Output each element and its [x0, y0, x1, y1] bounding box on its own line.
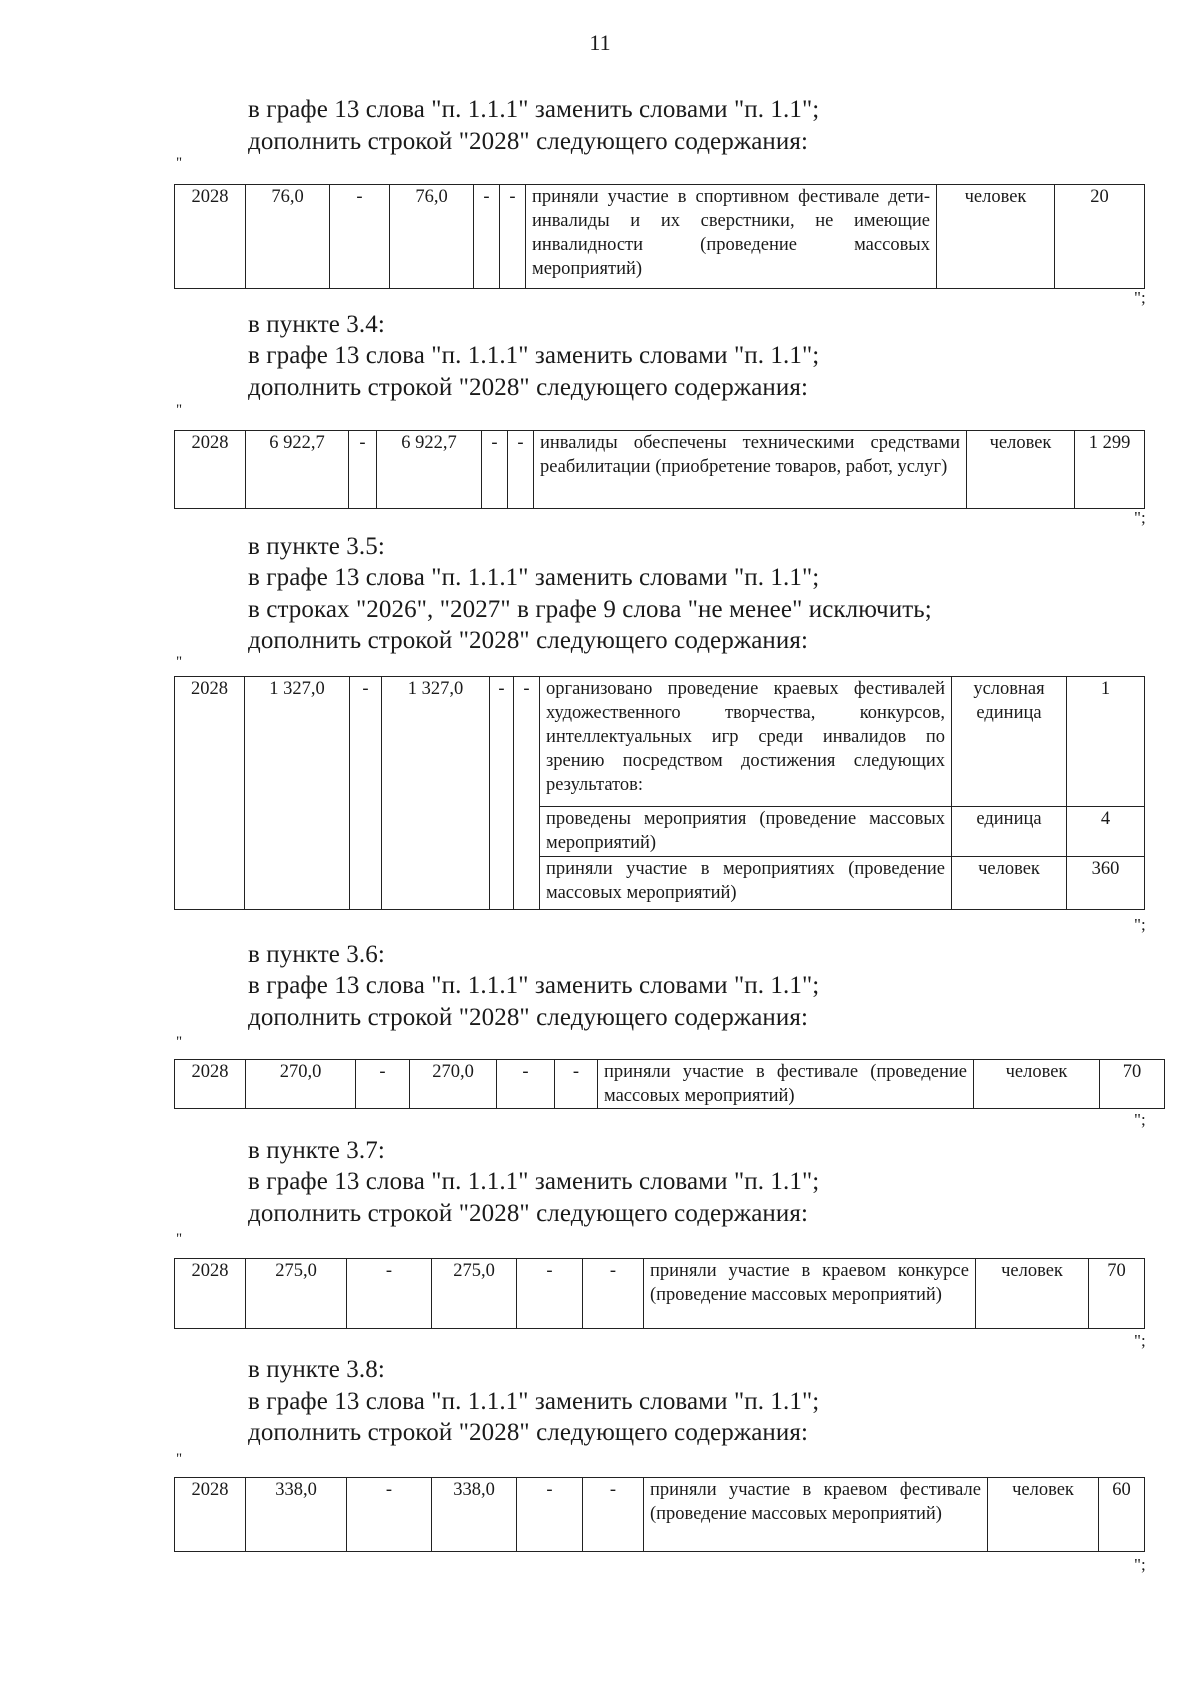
- instruction-line: дополнить строкой "2028" следующего содержания:: [248, 374, 808, 401]
- unit-cell: человек: [974, 1060, 1100, 1109]
- year-cell: 2028: [175, 185, 246, 289]
- instruction-line: в пункте 3.5:: [248, 533, 385, 560]
- closing-quote: ";: [1134, 288, 1146, 307]
- result-description-cell: приняли участие в краевом фестивале (проведение массовых мероприятий): [644, 1478, 988, 1552]
- instruction-line: дополнить строкой "2028" следующего содержания:: [248, 627, 808, 654]
- closing-quote: ";: [1134, 915, 1146, 934]
- table-row: [175, 185, 1145, 289]
- opening-quote: ": [176, 155, 183, 171]
- year-cell: 2028: [175, 431, 246, 509]
- instruction-line: в пункте 3.8:: [248, 1356, 385, 1383]
- other-sources-cell: -: [583, 1259, 644, 1329]
- total-amount-cell: 6 922,7: [246, 431, 349, 509]
- value-cell: 360: [1067, 857, 1145, 910]
- instruction-line: в пункте 3.7:: [248, 1137, 385, 1164]
- instruction-line: дополнить строкой "2028" следующего содержания:: [248, 1200, 808, 1227]
- table-row: [175, 1478, 1145, 1552]
- result-description-cell: инвалиды обеспечены техническими средствами реабилитации (приобретение товаров, работ, услуг): [534, 431, 967, 509]
- unit-cell: человек: [937, 185, 1055, 289]
- result-description-cell: приняли участие в спортивном фестивале дети-инвалиды и их сверстники, не имеющие инвалидности (проведение массовых мероприятий): [526, 185, 937, 289]
- result-description-cell: приняли участие в фестивале (проведение массовых мероприятий): [598, 1060, 974, 1109]
- instruction-line: в строках "2026", "2027" в графе 9 слова "не менее" исключить;: [248, 596, 932, 623]
- unit-cell: человек: [967, 431, 1075, 509]
- value-cell: 60: [1099, 1478, 1145, 1552]
- instruction-line: в пункте 3.4:: [248, 311, 385, 338]
- regional-budget-cell: 270,0: [410, 1060, 497, 1109]
- closing-quote: ";: [1134, 1555, 1146, 1574]
- instruction-line: в графе 13 слова "п. 1.1.1" заменить словами "п. 1.1";: [248, 96, 820, 123]
- local-budget-cell: -: [497, 1060, 555, 1109]
- amendment-table: [174, 1059, 1165, 1109]
- other-sources-cell: -: [555, 1060, 598, 1109]
- unit-cell: человек: [988, 1478, 1099, 1552]
- federal-budget-cell: -: [330, 185, 390, 289]
- total-amount-cell: 1 327,0: [245, 677, 350, 910]
- federal-budget-cell: -: [356, 1060, 410, 1109]
- local-budget-cell: -: [517, 1478, 583, 1552]
- table-row: [175, 1060, 1165, 1109]
- federal-budget-cell: -: [350, 677, 382, 910]
- year-cell: 2028: [175, 677, 245, 910]
- opening-quote: ": [176, 1451, 183, 1467]
- result-description-cell: проведены мероприятия (проведение массовых мероприятий): [540, 807, 952, 857]
- result-description-cell: приняли участие в краевом конкурсе (проведение массовых мероприятий): [644, 1259, 976, 1329]
- closing-quote: ";: [1134, 508, 1146, 527]
- federal-budget-cell: -: [349, 431, 377, 509]
- instruction-line: в графе 13 слова "п. 1.1.1" заменить словами "п. 1.1";: [248, 972, 820, 999]
- value-cell: 70: [1089, 1259, 1145, 1329]
- result-description-cell: приняли участие в мероприятиях (проведение массовых мероприятий): [540, 857, 952, 910]
- instruction-line: дополнить строкой "2028" следующего содержания:: [248, 128, 808, 155]
- closing-quote: ";: [1134, 1331, 1146, 1350]
- regional-budget-cell: 338,0: [432, 1478, 517, 1552]
- instruction-line: в графе 13 слова "п. 1.1.1" заменить словами "п. 1.1";: [248, 1388, 820, 1415]
- instruction-line: в графе 13 слова "п. 1.1.1" заменить словами "п. 1.1";: [248, 564, 820, 591]
- value-cell: 1 299: [1075, 431, 1145, 509]
- other-sources-cell: -: [514, 677, 540, 910]
- year-cell: 2028: [175, 1259, 246, 1329]
- amendment-table: [174, 430, 1145, 509]
- unit-cell: человек: [952, 857, 1067, 910]
- regional-budget-cell: 76,0: [390, 185, 474, 289]
- closing-quote: ";: [1134, 1110, 1146, 1129]
- value-cell: 70: [1100, 1060, 1165, 1109]
- value-cell: 4: [1067, 807, 1145, 857]
- value-cell: 1: [1067, 677, 1145, 807]
- regional-budget-cell: 275,0: [432, 1259, 517, 1329]
- local-budget-cell: -: [474, 185, 500, 289]
- amendment-table: [174, 1258, 1145, 1329]
- table-row: [175, 431, 1145, 509]
- total-amount-cell: 76,0: [246, 185, 330, 289]
- instruction-line: дополнить строкой "2028" следующего содержания:: [248, 1004, 808, 1031]
- year-cell: 2028: [175, 1060, 246, 1109]
- instruction-line: в графе 13 слова "п. 1.1.1" заменить словами "п. 1.1";: [248, 342, 820, 369]
- opening-quote: ": [176, 1034, 183, 1050]
- local-budget-cell: -: [490, 677, 514, 910]
- table-row: [175, 677, 1145, 807]
- unit-cell: условная единица: [952, 677, 1067, 807]
- regional-budget-cell: 6 922,7: [377, 431, 482, 509]
- total-amount-cell: 270,0: [246, 1060, 356, 1109]
- other-sources-cell: -: [500, 185, 526, 289]
- result-description-cell: организовано проведение краевых фестивалей художественного творчества, конкурсов, интеллектуальных игр среди инвалидов по зрению посредством достижения следующих результатов:: [540, 677, 952, 807]
- total-amount-cell: 275,0: [246, 1259, 347, 1329]
- page-number: 11: [589, 30, 611, 55]
- federal-budget-cell: -: [347, 1259, 432, 1329]
- instruction-line: дополнить строкой "2028" следующего содержания:: [248, 1419, 808, 1446]
- opening-quote: ": [176, 402, 183, 418]
- other-sources-cell: -: [583, 1478, 644, 1552]
- regional-budget-cell: 1 327,0: [382, 677, 490, 910]
- total-amount-cell: 338,0: [246, 1478, 347, 1552]
- local-budget-cell: -: [517, 1259, 583, 1329]
- year-cell: 2028: [175, 1478, 246, 1552]
- value-cell: 20: [1055, 185, 1145, 289]
- federal-budget-cell: -: [347, 1478, 432, 1552]
- unit-cell: единица: [952, 807, 1067, 857]
- instruction-line: в пункте 3.6:: [248, 941, 385, 968]
- opening-quote: ": [176, 654, 183, 670]
- instruction-line: в графе 13 слова "п. 1.1.1" заменить словами "п. 1.1";: [248, 1168, 820, 1195]
- amendment-table: [174, 676, 1145, 910]
- opening-quote: ": [176, 1231, 183, 1247]
- unit-cell: человек: [976, 1259, 1089, 1329]
- local-budget-cell: -: [482, 431, 508, 509]
- amendment-table: [174, 184, 1145, 289]
- table-row: [175, 1259, 1145, 1329]
- other-sources-cell: -: [508, 431, 534, 509]
- amendment-table: [174, 1477, 1145, 1552]
